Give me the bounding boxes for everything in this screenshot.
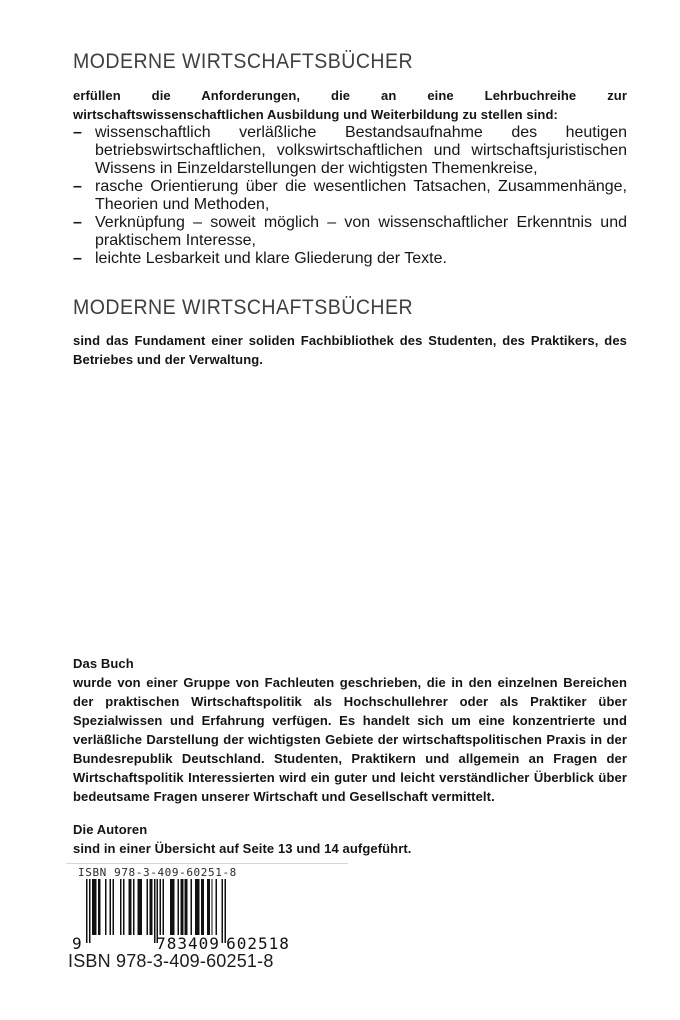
list-item — [73, 214, 627, 250]
bullet-dash: – — [73, 124, 82, 141]
bullet-text: leichte Lesbarkeit und klare Gliederung der Texte. — [95, 250, 447, 267]
isbn-barcode-label — [66, 863, 366, 993]
sticker-edge-line — [66, 863, 348, 864]
isbn-number-bottom: ISBN 978-3-409-60251-8 — [68, 951, 274, 971]
series-title-mid: MODERNE WIRTSCHAFTSBÜCHER — [73, 296, 414, 319]
die-autoren-title: Die Autoren — [73, 822, 148, 837]
bullet-text: rasche Orientierung über die wesentlichen Tatsachen, Zusammenhänge, Theorien und Methoden, — [95, 178, 627, 213]
bullet-dash: – — [73, 250, 82, 267]
bullet-text: wissenschaftlich verläßliche Bestandsaufnahme des heutigen betriebswirtschaftlichen, volkswirtschaftlichen und wirtschaftsjuristischen Wissens in Einzeldarstellungen der wichtigsten Themenkreise, — [95, 124, 627, 177]
barcode-digits-right: 602518 — [226, 934, 290, 953]
bullet-dash: – — [73, 178, 82, 195]
barcode-digits-left: 783409 — [156, 934, 220, 953]
series-note-text: sind das Fundament einer soliden Fachbibliothek des Studenten, des Praktikers, des Betriebes und der Verwaltung. — [73, 333, 627, 367]
list-item — [73, 250, 627, 268]
die-autoren-section — [73, 820, 627, 858]
die-autoren-text: sind in einer Übersicht auf Seite 13 und 14 aufgeführt. — [73, 841, 412, 856]
list-item — [73, 124, 627, 178]
barcode-digit-first: 9 — [72, 934, 83, 953]
das-buch-text: wurde von einer Gruppe von Fachleuten geschrieben, die in den einzelnen Bereichen der praktischen Wirtschaftspolitik als Hochschullehrer oder als Praktiker über Spezialwissen und Erfahrung verfügen. Es handelt sich um eine konzentrierte und verläßliche Darstellung der wichtigsten Gebiete der wirtschaftspolitischen Praxis in der Bundesrepublik Deutschland. Studenten, Praktikern und allgemein an Fragen der Wirtschaftspolitik Interessierten wird ein guter und leicht verständlicher Überblick über bedeutsame Fragen unserer Wirtschaft und Gesellschaft vermittelt. — [73, 675, 627, 804]
bullet-dash: – — [73, 214, 82, 231]
isbn-number-top: ISBN 978-3-409-60251-8 — [78, 866, 237, 879]
list-item — [73, 178, 627, 214]
series-feature-list — [73, 124, 627, 268]
das-buch-title: Das Buch — [73, 656, 134, 671]
series-title-top: MODERNE WIRTSCHAFTSBÜCHER — [73, 50, 414, 73]
series-intro-text: erfüllen die Anforderungen, die an eine Lehrbuchreihe zur wirtschaftswissenschaftlichen Ausbildung und Weiterbildung zu stellen sind: — [73, 88, 627, 122]
das-buch-section — [73, 654, 627, 806]
bullet-text: Verknüpfung – soweit möglich – von wissenschaftlicher Erkenntnis und praktischem Interesse, — [95, 214, 627, 249]
